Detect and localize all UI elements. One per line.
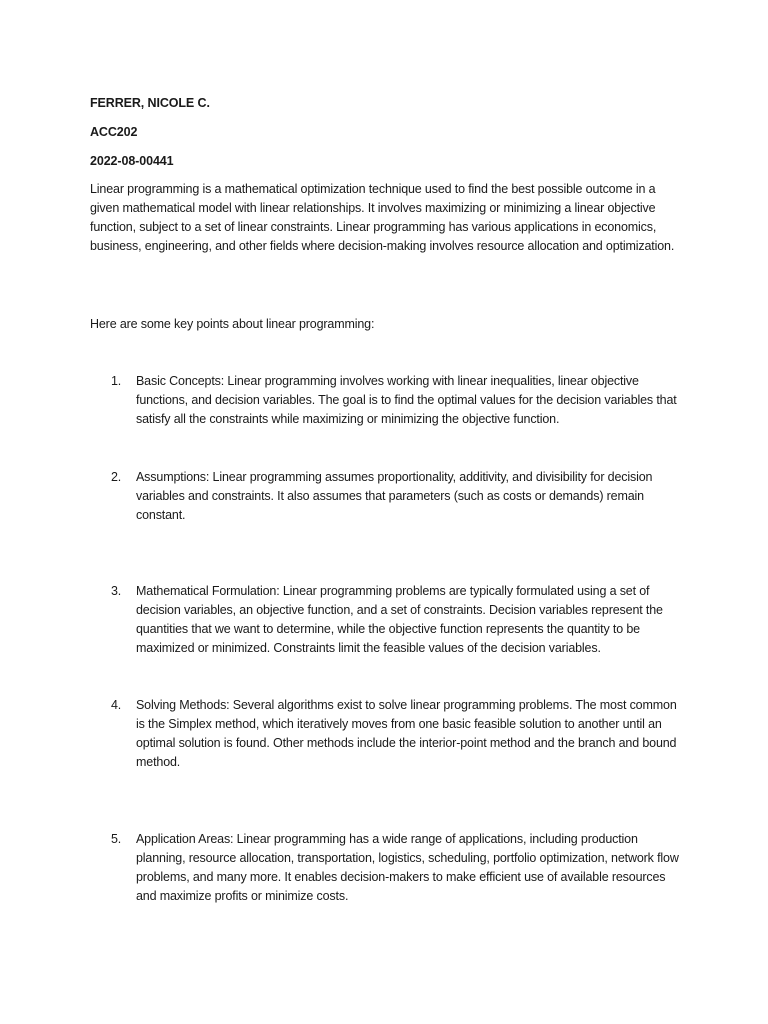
list-item-text: Mathematical Formulation: Linear programming problems are typically formulated using a set of decision variables, an objective function, and a set of constraints. Decision variables represent the quantities that we want to determine, while the objective function represents the quantity to be maximized or minimized. Constraints limit the feasible values of the decision variables. <box>136 584 663 655</box>
list-item <box>111 372 681 429</box>
list-item-number: 3. <box>111 584 122 598</box>
list-item-text: Solving Methods: Several algorithms exist to solve linear programming problems. The most common is the Simplex method, which iteratively moves from one basic feasible solution to another until an optimal solution is found. Other methods include the interior-point method and the branch and bound method. <box>136 698 677 769</box>
list-item-number: 2. <box>111 470 122 484</box>
course-code: ACC202 <box>90 125 138 139</box>
list-item-text: Application Areas: Linear programming has a wide range of applications, including production planning, resource allocation, transportation, logistics, scheduling, portfolio optimization, network flow problems, and many more. It enables decision-makers to make efficient use of available resources and maximize profits or minimize costs. <box>136 832 679 903</box>
list-item-number: 1. <box>111 374 122 388</box>
list-item <box>111 696 681 772</box>
list-item <box>111 830 681 906</box>
list-item <box>111 468 681 525</box>
list-item <box>111 582 681 658</box>
list-item-number: 5. <box>111 832 122 846</box>
list-item-text: Assumptions: Linear programming assumes proportionality, additivity, and divisibility for decision variables and constraints. It also assumes that parameters (such as costs or demands) remain constant. <box>136 470 653 522</box>
list-item-text: Basic Concepts: Linear programming involves working with linear inequalities, linear objective functions, and decision variables. The goal is to find the optimal values for the decision variables that satisfy all the constraints while maximizing or minimizing the objective function. <box>136 374 677 426</box>
author-name: FERRER, NICOLE C. <box>90 96 210 110</box>
list-item-number: 4. <box>111 698 122 712</box>
key-points-lead: Here are some key points about linear programming: <box>90 317 375 331</box>
student-id: 2022-08-00441 <box>90 154 174 168</box>
intro-paragraph: Linear programming is a mathematical optimization technique used to find the best possible outcome in a given mathematical model with linear relationships. It involves maximizing or minimizing a linear objective function, subject to a set of linear constraints. Linear programming has various applications in economics, business, engineering, and other fields where decision-making involves resource allocation and optimization. <box>90 182 675 253</box>
